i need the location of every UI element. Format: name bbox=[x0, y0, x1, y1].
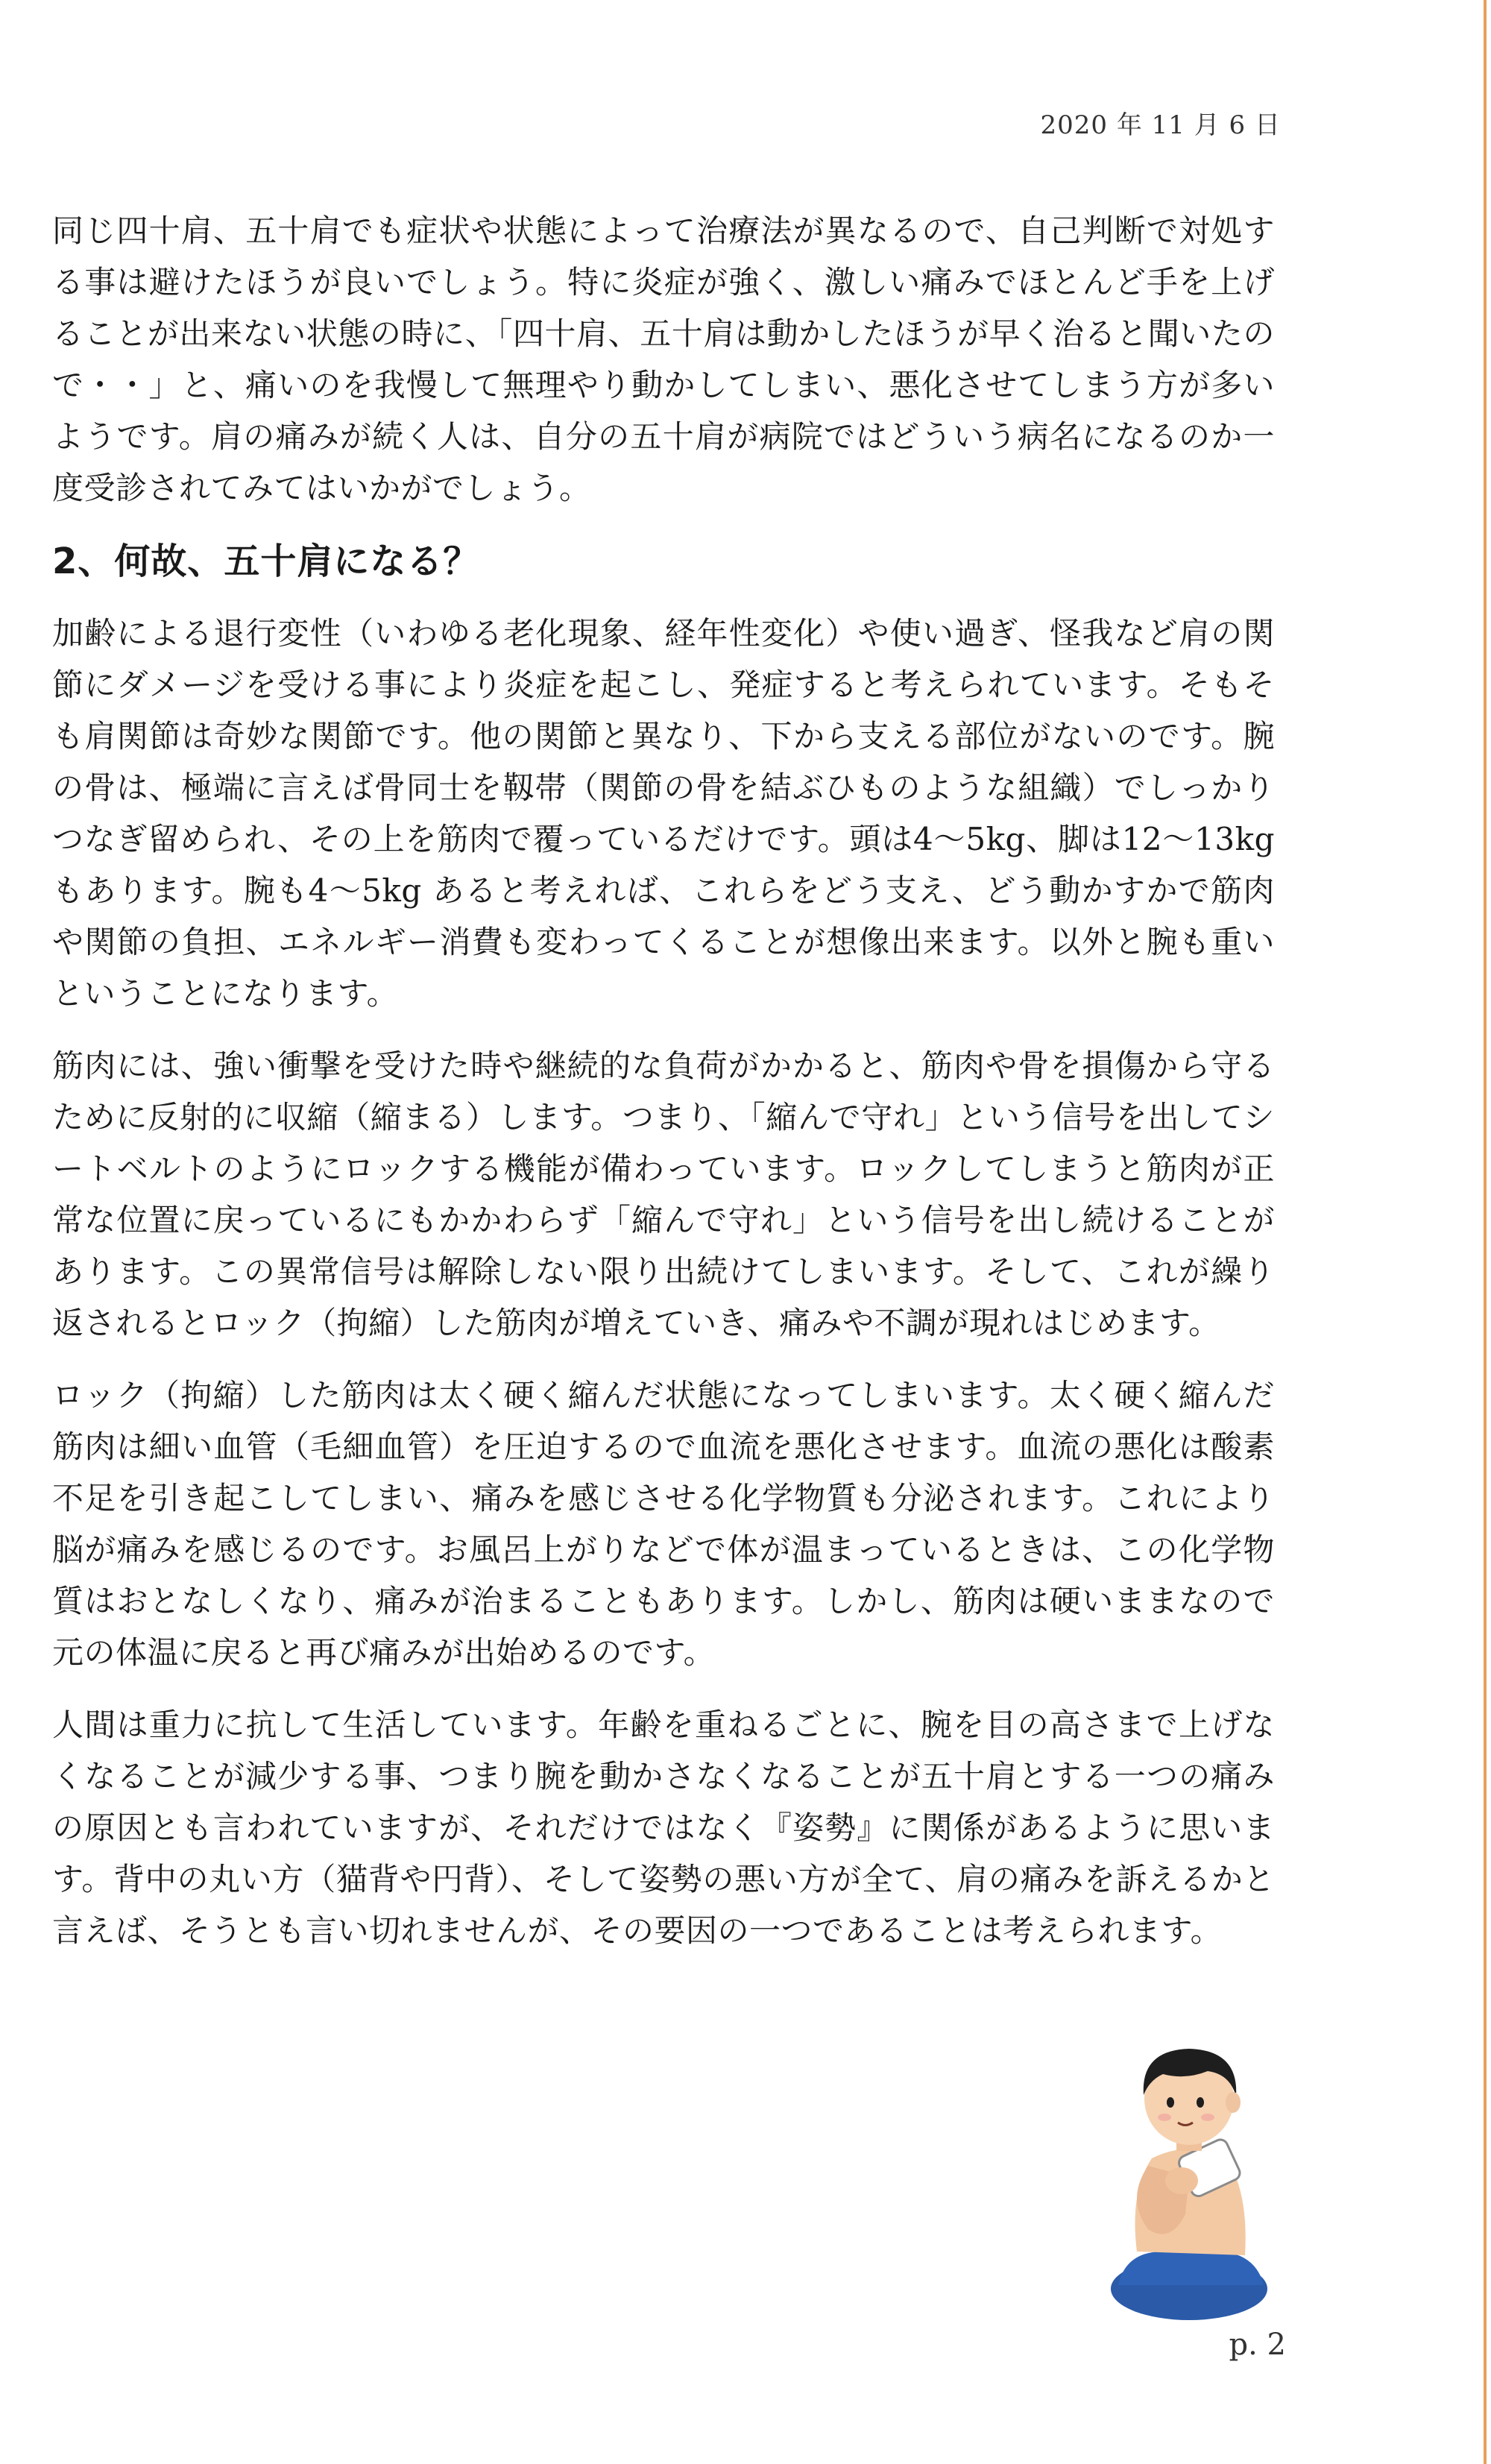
page-number: p. 2 bbox=[1229, 2328, 1286, 2362]
intro-paragraph: 同じ四十肩、五十肩でも症状や状態によって治療法が異なるので、自己判断で対処する事は避けたほうが良いでしょう。特に炎症が強く、激しい痛みでほとんど手を上げることが出来ない状態の時に、「四十肩、五十肩は動かしたほうが早く治ると聞いたので・・」と、痛いのを我慢して無理やり動かしてしまい、悪化させてしまう方が多いようです。肩の痛みが続く人は、自分の五十肩が病院ではどういう病名になるのか一度受診されてみてはいかがでしょう。 bbox=[52, 212, 1275, 506]
body-paragraph-4: 人間は重力に抗して生活しています。年齢を重ねるごとに、腕を目の高さまで上げなくなることが減少する事、つまり腕を動かさなくなることが五十肩とする一つの痛みの原因とも言われていますが、それだけではなく『姿勢』に関係があるように思います。背中の丸い方（猫背や円背）、そして姿勢の悪い方が全て、肩の痛みを訴えるかと言えば、そうとも言い切れませんが、その要因の一つであることは考えられます。 bbox=[52, 1707, 1275, 1949]
body-paragraph-2: 筋肉には、強い衝撃を受けた時や継続的な負荷がかかると、筋肉や骨を損傷から守るために反射的に収縮（縮まる）します。つまり、「縮んで守れ」という信号を出してシートベルトのようにロックする機能が備わっています。ロックしてしまうと筋肉が正常な位置に戻っているにもかかわらず「縮んで守れ」という信号を出し続けることがあります。この異常信号は解除しない限り出続けてしまいます。そして、これが繰り返されるとロック（拘縮）した筋肉が増えていき、痛みや不調が現れはじめます。 bbox=[52, 1047, 1275, 1341]
shoulder-compress-person-icon bbox=[1096, 2028, 1290, 2326]
section-heading: 2、何故、五十肩になる？ bbox=[52, 541, 480, 582]
document-body bbox=[52, 205, 1275, 1977]
body-paragraph-3: ロック（拘縮）した筋肉は太く硬く縮んだ状態になってしまいます。太く硬く縮んだ筋肉は細い血管（毛細血管）を圧迫するので血流を悪化させます。血流の悪化は酸素不足を引き起こしてしまい、痛みを感じさせる化学物質も分泌されます。これにより脳が痛みを感じるのです。お風呂上がりなどで体が温まっているときは、この化学物質はおとなしくなり、痛みが治まることもあります。しかし、筋肉は硬いままなので元の体温に戻ると再び痛みが出始めるのです。 bbox=[52, 1377, 1275, 1671]
page-edge-rule bbox=[1484, 0, 1487, 2464]
body-paragraph-1: 加齢による退行変性（いわゆる老化現象、経年性変化）や使い過ぎ、怪我など肩の関節にダメージを受ける事により炎症を起こし、発症すると考えられています。そもそも肩関節は奇妙な関節です。他の関節と異なり、下から支える部位がないのです。腕の骨は、極端に言えば骨同士を靱帯（関節の骨を結ぶひものような組織）でしっかりつなぎ留められ、その上を筋肉で覆っているだけです。頭は4〜5kg、脚は12〜13kg もあります。腕も4〜5kg あると考えれば、これらをどう支え、どう動かすかで筋肉や関節の負担、エネルギー消費も変わってくることが想像出来ます。以外と腕も重いということになります。 bbox=[52, 615, 1275, 1012]
document-date: 2020 年 11 月 6 日 bbox=[1040, 110, 1281, 140]
